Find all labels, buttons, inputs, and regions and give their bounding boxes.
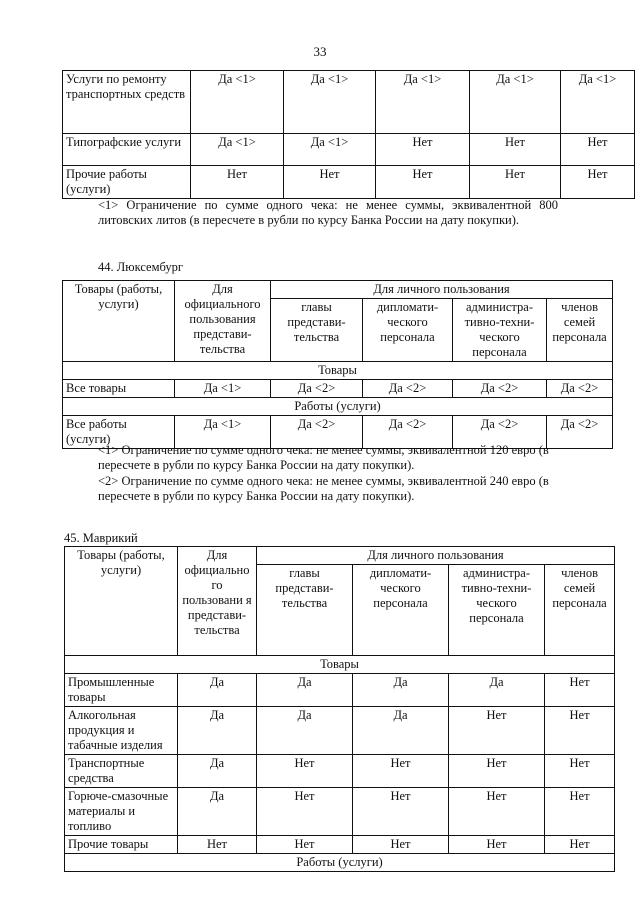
table-cell: Нет	[353, 755, 449, 788]
table-row	[63, 380, 613, 398]
column-header-personal: Для личного пользования	[271, 281, 613, 299]
subheader-family: членов семей персонала	[545, 565, 615, 656]
table-cell: Да	[178, 707, 257, 755]
row-label: Все товары	[63, 380, 175, 398]
subheader-family: членов семей персонала	[547, 299, 613, 362]
subheader-diplomatic: дипломати-ческого персонала	[353, 565, 449, 656]
table-row	[63, 166, 635, 199]
group-header-goods: Товары	[65, 656, 615, 674]
table-cell: Нет	[561, 166, 635, 199]
row-label: Алкогольная продукция и табачные изделия	[65, 707, 178, 755]
table-cell: Нет	[561, 134, 635, 166]
table-cell: Да	[353, 674, 449, 707]
column-header-goods: Товары (работы, услуги)	[63, 281, 175, 362]
table-cell: Да <2>	[453, 380, 547, 398]
page-number: 33	[313, 44, 327, 59]
table-cell: Да <1>	[561, 71, 635, 134]
table-cell: Да <1>	[175, 380, 271, 398]
table-cell: Нет	[545, 707, 615, 755]
group-header-goods: Товары	[63, 362, 613, 380]
table-cell: Нет	[449, 788, 545, 836]
luxembourg-table	[62, 280, 613, 449]
column-header-official: Для официального пользования представи-тельства	[175, 281, 271, 362]
table-cell: Да	[178, 788, 257, 836]
table-row	[65, 755, 615, 788]
table-cell: Да <1>	[175, 416, 271, 449]
table-cell: Нет	[353, 788, 449, 836]
group-header-works: Работы (услуги)	[65, 854, 615, 872]
row-label: Горюче-смазочные материалы и топливо	[65, 788, 178, 836]
table-cell: Да <2>	[271, 380, 363, 398]
table-cell: Нет	[376, 134, 470, 166]
table-cell: Да <1>	[191, 71, 284, 134]
row-label: Услуги по ремонту транспортных средств	[63, 71, 191, 134]
table-cell: Нет	[257, 755, 353, 788]
subheader-admin: администра-тивно-техни-ческого персонала	[449, 565, 545, 656]
row-label: Промышленные товары	[65, 674, 178, 707]
table-cell: Нет	[178, 836, 257, 854]
table-cell: Нет	[257, 836, 353, 854]
table-cell: Да <1>	[284, 134, 376, 166]
mauritius-table	[64, 546, 615, 872]
table-cell: Да <2>	[363, 416, 453, 449]
table-cell: Да <2>	[547, 416, 613, 449]
table-cell: Нет	[284, 166, 376, 199]
table-cell: Нет	[376, 166, 470, 199]
table-cell: Нет	[545, 836, 615, 854]
table-cell: Нет	[470, 134, 561, 166]
table-row	[63, 71, 635, 134]
table-cell: Нет	[545, 788, 615, 836]
table-row	[65, 707, 615, 755]
table-row	[63, 134, 635, 166]
table-cell: Да	[178, 755, 257, 788]
table-cell: Да	[449, 674, 545, 707]
table-cell: Да <2>	[453, 416, 547, 449]
table-cell: Нет	[545, 755, 615, 788]
table-cell: Да <2>	[271, 416, 363, 449]
table-cell: Нет	[449, 755, 545, 788]
column-header-official: Для официально го пользовани я представи-тельства	[178, 547, 257, 656]
table-cell: Да <1>	[191, 134, 284, 166]
row-label: Все работы (услуги)	[63, 416, 175, 449]
footnote-240-eur: <2> Ограничение по сумме одного чека: не менее суммы, эквивалентной 240 евро (в пересчете в рубли по курсу Банка России на дату покупки).	[98, 474, 549, 503]
subheader-heads: главы представи-тельства	[257, 565, 353, 656]
footnote-800-lit: <1> Ограничение по сумме одного чека: не менее суммы, эквивалентной 800 литовских литов (в пересчете в рубли по курсу Банка России на дату покупки).	[98, 198, 558, 227]
table-cell: Нет	[449, 836, 545, 854]
section-title-mauritius: 45. Маврикий	[64, 531, 138, 545]
table-cell: Да <2>	[363, 380, 453, 398]
top-table	[62, 70, 635, 199]
table-cell: Да <2>	[547, 380, 613, 398]
table-cell: Да <1>	[284, 71, 376, 134]
table-cell: Да <1>	[376, 71, 470, 134]
table-row	[65, 674, 615, 707]
section-title-luxembourg: 44. Люксембург	[98, 260, 183, 274]
subheader-admin: администра-тивно-техни-ческого персонала	[453, 299, 547, 362]
table-cell: Нет	[257, 788, 353, 836]
table-cell: Нет	[545, 674, 615, 707]
table-cell: Нет	[470, 166, 561, 199]
column-header-personal: Для личного пользования	[257, 547, 615, 565]
table-cell: Нет	[353, 836, 449, 854]
row-label: Типографские услуги	[63, 134, 191, 166]
subheader-diplomatic: дипломати-ческого персонала	[363, 299, 453, 362]
table-cell: Нет	[449, 707, 545, 755]
table-row	[65, 788, 615, 836]
table-cell: Да	[178, 674, 257, 707]
table-cell: Да <1>	[470, 71, 561, 134]
table-cell: Нет	[191, 166, 284, 199]
row-label: Прочие товары	[65, 836, 178, 854]
row-label: Транспортные средства	[65, 755, 178, 788]
table-cell: Да	[353, 707, 449, 755]
group-header-works: Работы (услуги)	[63, 398, 613, 416]
row-label: Прочие работы (услуги)	[63, 166, 191, 199]
table-cell: Да	[257, 674, 353, 707]
subheader-heads: главы представи-тельства	[271, 299, 363, 362]
column-header-goods: Товары (работы, услуги)	[65, 547, 178, 656]
footnote-120-eur: <1> Ограничение по сумме одного чека: не менее суммы, эквивалентной 120 евро (в пересчете в рубли по курсу Банка России на дату покупки).	[98, 443, 549, 472]
table-row	[65, 836, 615, 854]
table-cell: Да	[257, 707, 353, 755]
